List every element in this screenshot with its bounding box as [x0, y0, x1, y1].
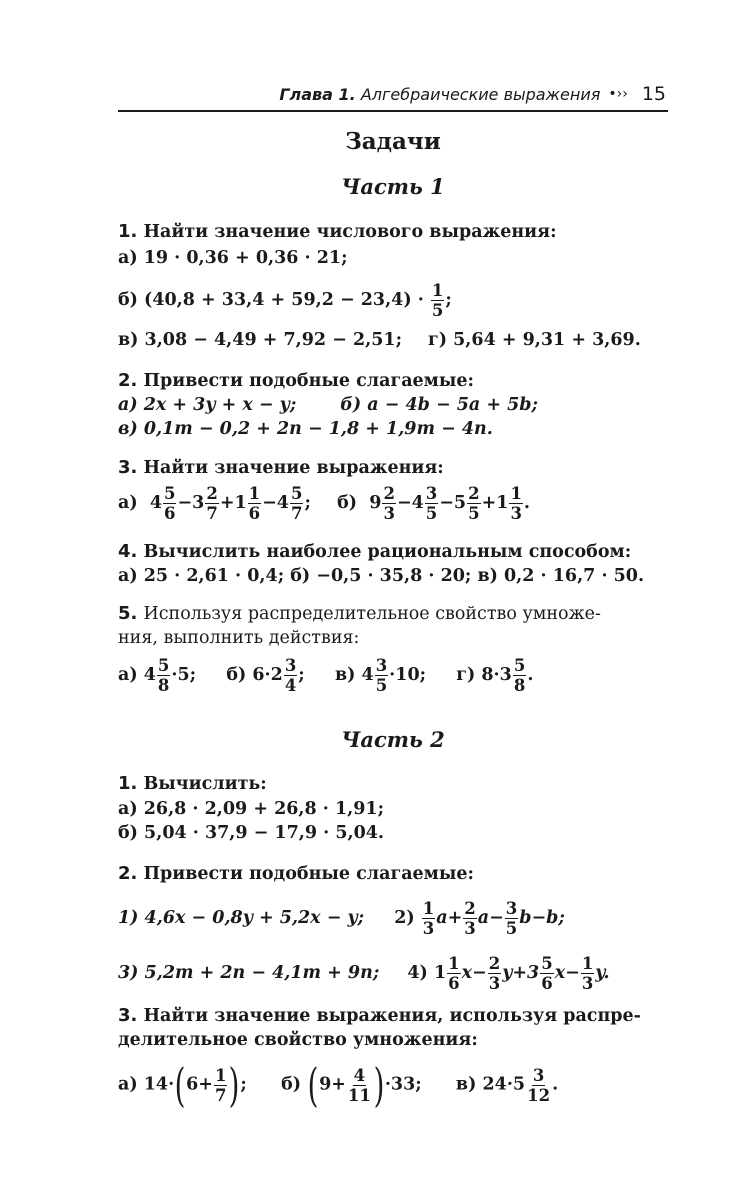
- p1-4-expr: а) 25 · 2,61 · 0,4; б) −0,5 · 35,8 · 20; в) 0,2 · 16,7 · 50.: [118, 566, 645, 586]
- p1-4-statement: 4. Вычислить наиболее рациональным способом:: [118, 541, 632, 562]
- p1-1-b: б) (40,8 + 33,4 + 59,2 − 23,4) · $\frac{1}{5}$ ;: [118, 281, 452, 320]
- p1-5-statement-1: 5. Используя распределительное свойство умноже-: [118, 603, 601, 624]
- p1-2-statement: 2. Привести подобные слагаемые:: [118, 370, 475, 391]
- p2-3-expr: а) 14·(6+ $\frac{1}{7}$ ); б) (9+ $\frac{4}{11}$ )·33; в) 24·5 $\frac{3}{12}$ .: [118, 1058, 559, 1112]
- book-page: [118, 0, 668, 1181]
- chapter-label: Глава 1.: [279, 84, 356, 104]
- p2-1-b: б) 5,04 · 37,9 − 17,9 · 5,04.: [118, 823, 385, 843]
- p2-2-line2: 3) 5,2m + 2n − 4,1m + 9n; 4) 1 $\frac{1}{6}$ x− $\frac{2}{3}$ y+3 $\frac{5}{6}$ x− $\frac{1}{3}$ y.: [118, 954, 610, 993]
- p2-2-line1: 1) 4,6x − 0,8y + 5,2x − y; 2) $\frac{1}{3}$ a+ $\frac{2}{3}$ a− $\frac{3}{5}$ b−b;: [118, 899, 565, 938]
- p2-1-statement: 1. Вычислить:: [118, 773, 267, 794]
- p1-1-a: а) 19 · 0,36 + 0,36 · 21;: [118, 248, 348, 268]
- p2-3-statement-2: делительное свойство умножения:: [118, 1030, 478, 1050]
- p2-1-a: а) 26,8 · 2,09 + 26,8 · 1,91;: [118, 799, 385, 819]
- p2-3-statement-1: 3. Найти значение выражения, используя распре-: [118, 1005, 641, 1026]
- running-header: [118, 78, 668, 112]
- ornament-icon: •››: [608, 86, 628, 102]
- p1-2-ab: а) 2x + 3y + x − y; б) a − 4b − 5a + 5b;: [118, 395, 538, 415]
- p1-3-statement: 3. Найти значение выражения:: [118, 457, 444, 478]
- part1-title: Часть 1: [341, 174, 445, 199]
- chapter-title: Алгебраические выражения: [360, 84, 601, 104]
- p1-3-expr: а) 4 $\frac{5}{6}$ −3 $\frac{2}{7}$ +1 $\frac{1}{6}$ −4 $\frac{5}{7}$ ; б) 9 $\frac{2}{3}$ −4 $\frac{3}{5}$ −5 $\frac{2}{5}$ +1 $\frac{1}{3}$ .: [118, 484, 531, 523]
- p1-1-cd: в) 3,08 − 4,49 + 7,92 − 2,51; г) 5,64 + 9,31 + 3,69.: [118, 330, 641, 350]
- p1-5-statement-2: ния, выполнить действия:: [118, 628, 360, 648]
- page-number: 15: [641, 83, 666, 105]
- page-title: Задачи: [345, 128, 441, 155]
- p2-2-statement: 2. Привести подобные слагаемые:: [118, 863, 475, 884]
- p1-1-statement: 1. Найти значение числового выражения:: [118, 221, 557, 242]
- part2-title: Часть 2: [341, 727, 445, 752]
- p1-5-expr: а) 4 $\frac{5}{8}$ ·5; б) 6·2 $\frac{3}{4}$ ; в) 4 $\frac{3}{5}$ ·10; г) 8·3 $\frac{5}{8}$ .: [118, 656, 534, 695]
- p1-2-c: в) 0,1m − 0,2 + 2n − 1,8 + 1,9m − 4n.: [118, 419, 493, 439]
